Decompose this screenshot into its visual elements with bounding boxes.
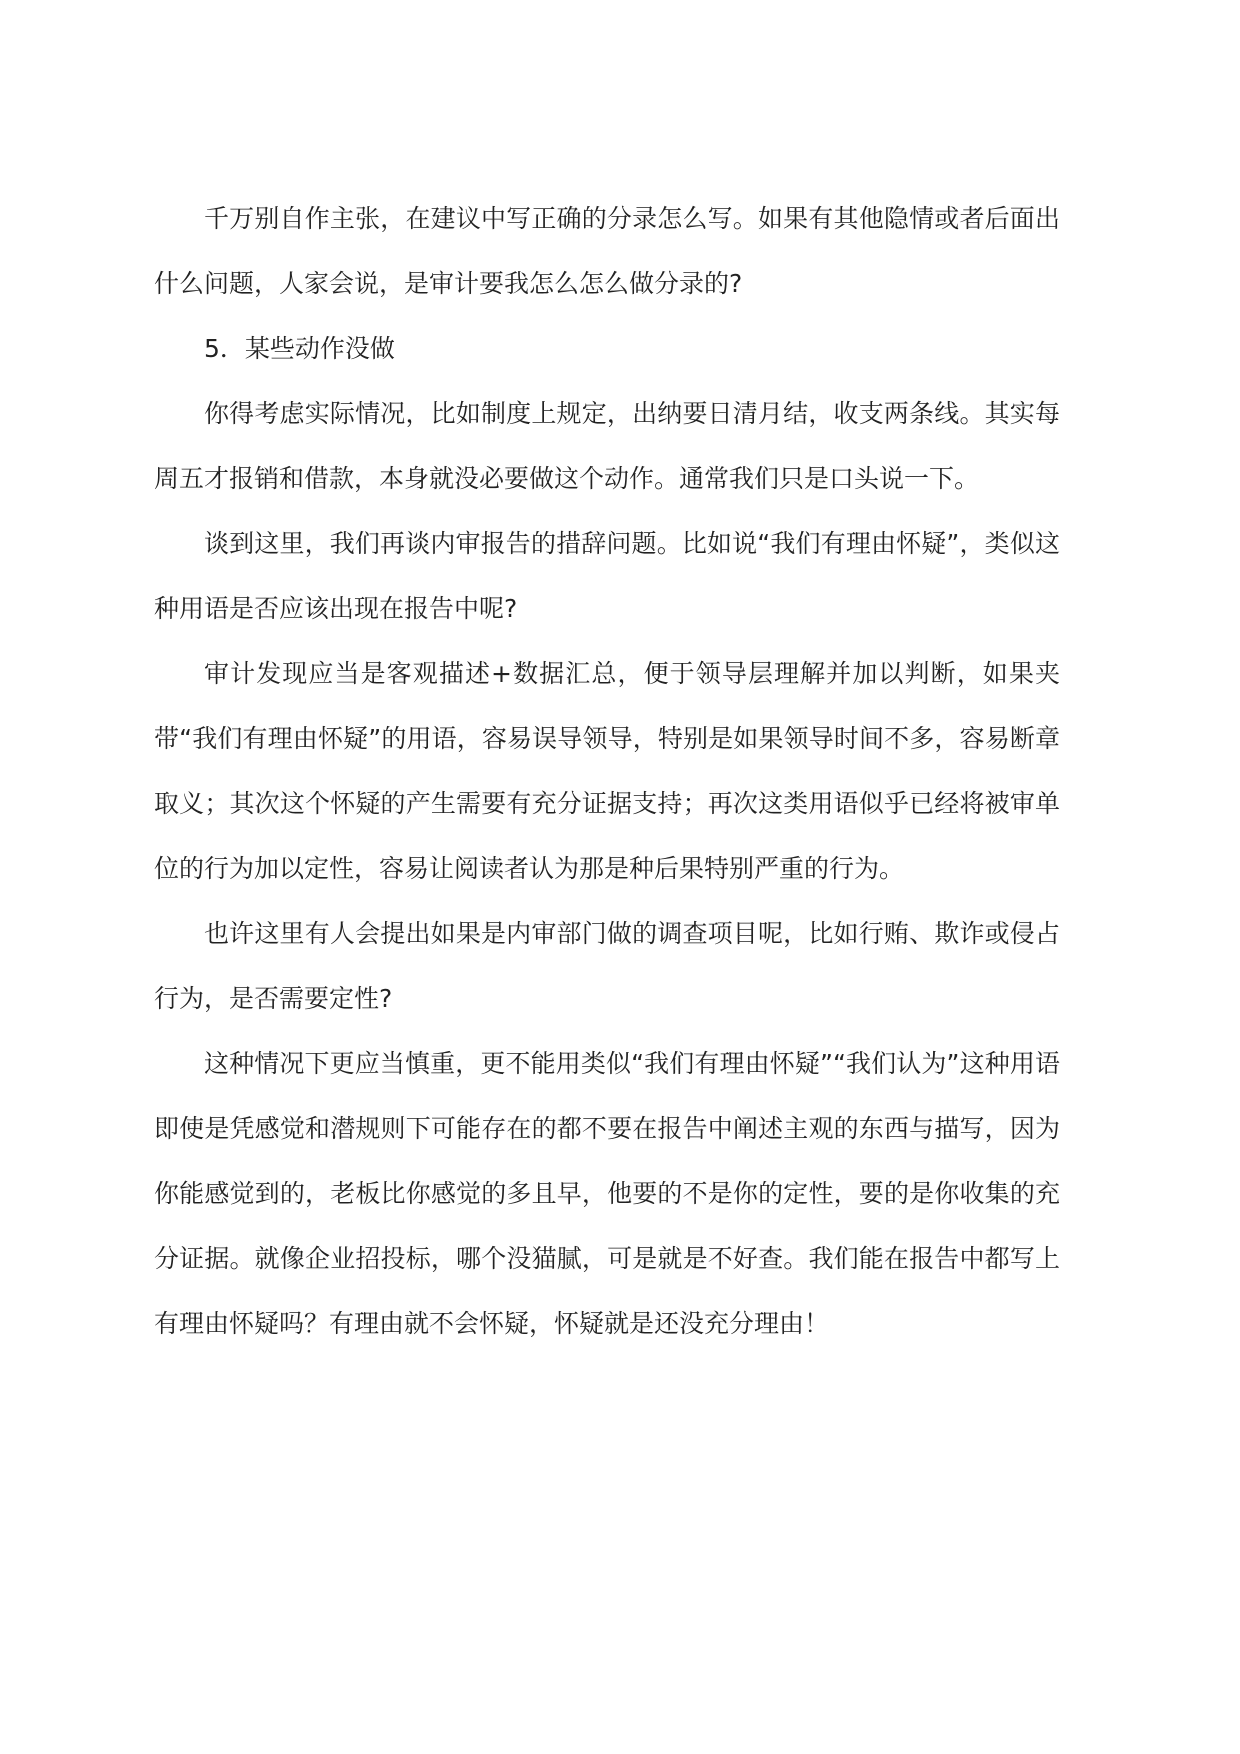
paragraph: 你得考虑实际情况，比如制度上规定，出纳要日清月结，收支两条线。其实每周五才报销和借款，本身就没必要做这个动作。通常我们只是口头说一下。: [154, 399, 1060, 493]
section-heading: 5．某些动作没做: [204, 334, 395, 363]
paragraph: 谈到这里，我们再谈内审报告的措辞问题。比如说“我们有理由怀疑”，类似这种用语是否应该出现在报告中呢?: [154, 529, 1060, 623]
paragraph: 千万别自作主张，在建议中写正确的分录怎么写。如果有其他隐情或者后面出什么问题，人家会说，是审计要我怎么怎么做分录的?: [154, 204, 1060, 298]
paragraph: 审计发现应当是客观描述+数据汇总，便于领导层理解并加以判断，如果夹带“我们有理由怀疑”的用语，容易误导领导，特别是如果领导时间不多，容易断章取义；其次这个怀疑的产生需要有充分证据支持；再次这类用语似乎已经将被审单位的行为加以定性，容易让阅读者认为那是种后果特别严重的行为。: [154, 659, 1060, 883]
paragraph: 也许这里有人会提出如果是内审部门做的调查项目呢，比如行贿、欺诈或侵占行为，是否需要定性?: [154, 919, 1060, 1013]
paragraph: 这种情况下更应当慎重，更不能用类似“我们有理由怀疑”“我们认为”这种用语即使是凭感觉和潜规则下可能存在的都不要在报告中阐述主观的东西与描写，因为你能感觉到的，老板比你感觉的多且早，他要的不是你的定性，要的是你收集的充分证据。就像企业招投标，哪个没猫腻，可是就是不好查。我们能在报告中都写上有理由怀疑吗？有理由就不会怀疑，怀疑就是还没充分理由！: [154, 1049, 1060, 1338]
document-body: [154, 186, 1060, 1356]
